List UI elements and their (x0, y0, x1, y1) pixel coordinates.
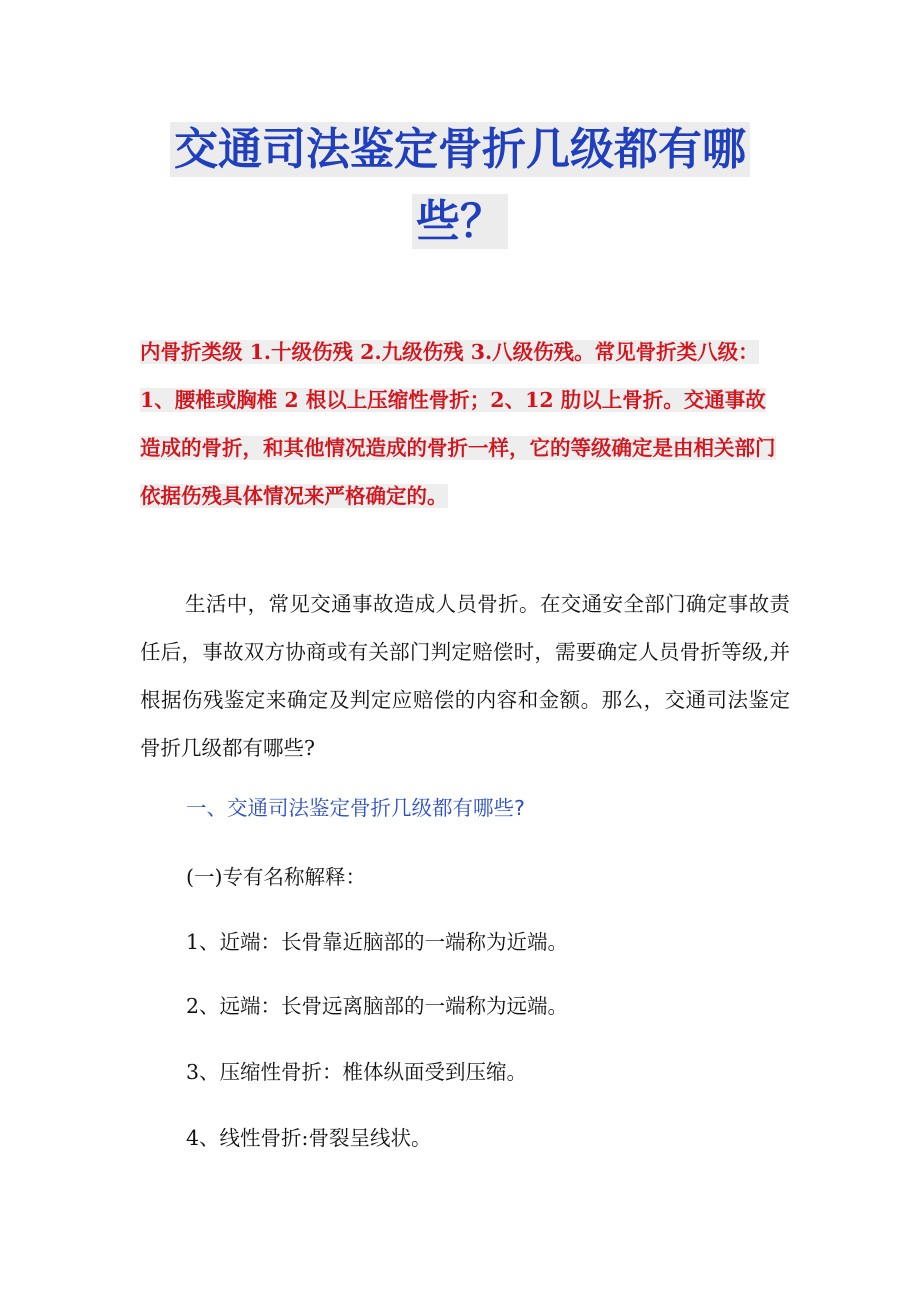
summary-paragraph (140, 328, 785, 520)
summary-text: 内骨折类级 1.十级伤残 2.九级伤残 3.八级伤残。常见骨折类八级：1、腰椎或胸椎 2 根以上压缩性骨折；2、12 肋以上骨折。交通事故造成的骨折，和其他情况造成的骨折一样，它的等级确定是由相关部门依据伤残具体情况来严格确定的。 (140, 340, 776, 508)
document-title (140, 114, 780, 258)
title-line-2: 些？ (412, 194, 508, 249)
section-heading: 一、交通司法鉴定骨折几级都有哪些? (186, 796, 525, 820)
definition-item-compression-fracture: 3、压缩性骨折：椎体纵面受到压缩。 (186, 1060, 528, 1084)
intro-paragraph: 生活中，常见交通事故造成人员骨折。在交通安全部门确定事故责任后，事故双方协商或有关部门判定赔偿时，需要确定人员骨折等级,并根据伤残鉴定来确定及判定应赔偿的内容和金额。那么，交通司法鉴定骨折几级都有哪些? (140, 592, 790, 760)
definition-item-linear-fracture: 4、线性骨折:骨裂呈线状。 (186, 1126, 432, 1150)
definition-item-proximal: 1、近端：长骨靠近脑部的一端称为近端。 (186, 930, 569, 954)
title-line-1: 交通司法鉴定骨折几级都有哪 (170, 122, 750, 177)
definition-item-distal: 2、远端：长骨远离脑部的一端称为远端。 (186, 994, 569, 1018)
subsection-heading: (一)专有名称解释： (186, 865, 366, 889)
